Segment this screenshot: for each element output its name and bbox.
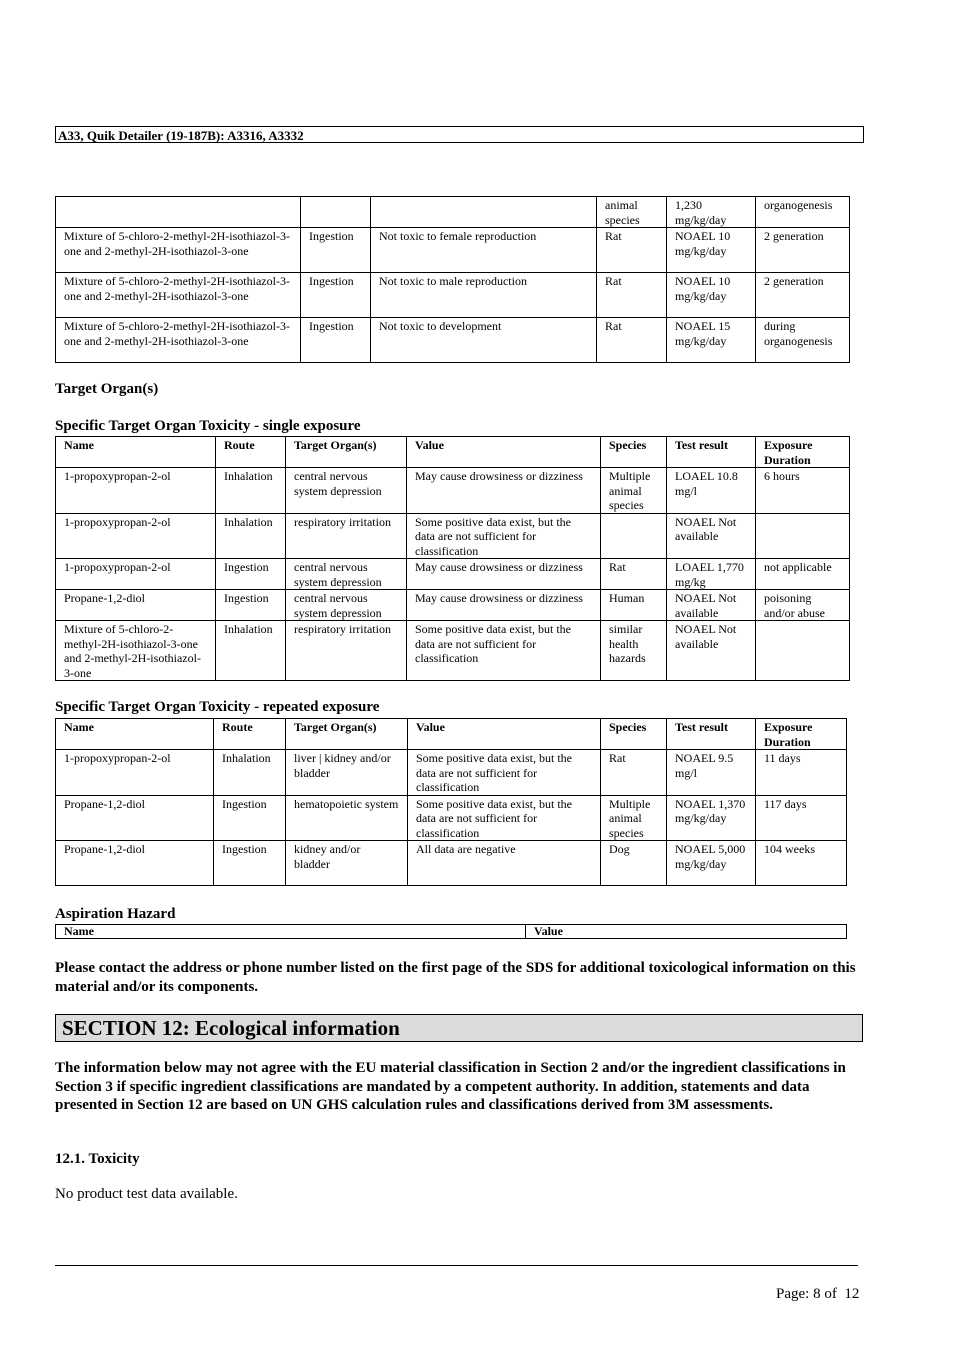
aspiration-heading: Aspiration Hazard [55, 906, 176, 922]
single-exposure-heading: Specific Target Organ Toxicity - single exposure [55, 418, 361, 434]
aspiration-col-value: Value [526, 925, 847, 939]
table-row [56, 559, 850, 590]
table-cell: respiratory irritation [286, 513, 407, 559]
table-row [56, 273, 850, 318]
toxicity-heading: 12.1. Toxicity [55, 1151, 140, 1167]
table-row [56, 621, 850, 681]
column-header: Species [601, 437, 667, 468]
document-header: A33, Quik Detailer (19-187B): A3316, A3332 [55, 126, 864, 143]
section-12-title: SECTION 12: Ecological information [55, 1014, 863, 1042]
table-cell: NOAEL 9.5 mg/l [667, 750, 756, 796]
table-cell: Ingestion [216, 590, 286, 621]
table-row [56, 750, 847, 796]
table-cell: Rat [597, 228, 667, 273]
column-header: Target Organ(s) [286, 719, 408, 750]
table-cell: NOAEL Not available [667, 513, 756, 559]
aspiration-table [55, 924, 847, 939]
footer-divider [55, 1265, 858, 1266]
column-header: Name [56, 719, 214, 750]
table-cell: NOAEL 1,370 mg/kg/day [667, 795, 756, 841]
table-cell: NOAEL 10 mg/kg/day [667, 273, 756, 318]
table-cell: Some positive data exist, but the data are not sufficient for classification [408, 750, 601, 796]
table-cell: kidney and/or bladder [286, 841, 408, 886]
table-cell [756, 513, 850, 559]
table-cell: not applicable [756, 559, 850, 590]
table-cell: Mixture of 5-chloro-2-methyl-2H-isothiazol-3-one and 2-methyl-2H-isothiazol-3-one [56, 621, 216, 681]
table-cell: similar health hazards [601, 621, 667, 681]
table-cell: All data are negative [408, 841, 601, 886]
table-cell: Some positive data exist, but the data are not sufficient for classification [407, 513, 601, 559]
table-cell: central nervous system depression [286, 559, 407, 590]
section-12-intro: The information below may not agree with the EU material classification in Section 2 and/or the ingredient classifications in Section 3 if specific ingredient classifications are mandated by a competent authority. In addition, statements and data presented in Section 12 are based on UN GHS calculation rules and classifications derived from 3M assessments. [55, 1060, 846, 1113]
column-header: Exposure Duration [756, 437, 850, 468]
table-cell: Ingestion [216, 559, 286, 590]
table-cell: NOAEL Not available [667, 590, 756, 621]
table-cell: organogenesis [756, 197, 850, 228]
table-cell: 1-propoxypropan-2-ol [56, 559, 216, 590]
table-cell: Ingestion [301, 318, 371, 363]
table-cell: Ingestion [301, 273, 371, 318]
table-cell: 6 hours [756, 468, 850, 514]
table-cell: Some positive data exist, but the data are not sufficient for classification [408, 795, 601, 841]
reproductive-toxicity-table [55, 196, 850, 363]
table-cell: respiratory irritation [286, 621, 407, 681]
table-row [56, 228, 850, 273]
table-cell [56, 197, 301, 228]
table-cell: Rat [601, 750, 667, 796]
single-exposure-table [55, 436, 850, 681]
table-cell: Ingestion [214, 795, 286, 841]
table-cell: Ingestion [214, 841, 286, 886]
table-cell: 1,230 mg/kg/day [667, 197, 756, 228]
table-row [56, 197, 850, 228]
table-row [56, 841, 847, 886]
target-organs-heading: Target Organ(s) [55, 381, 159, 397]
table-cell: Inhalation [216, 468, 286, 514]
table-cell: Multiple animal species [601, 795, 667, 841]
table-cell: Rat [597, 318, 667, 363]
table-cell: liver | kidney and/or bladder [286, 750, 408, 796]
column-header: Species [601, 719, 667, 750]
table-cell: Inhalation [216, 513, 286, 559]
repeated-exposure-table [55, 718, 847, 886]
table-cell: NOAEL 5,000 mg/kg/day [667, 841, 756, 886]
table-cell: Multiple animal species [601, 468, 667, 514]
table-cell: hematopoietic system [286, 795, 408, 841]
table-cell: 1-propoxypropan-2-ol [56, 513, 216, 559]
table-row [56, 468, 850, 514]
table-cell: Propane-1,2-diol [56, 590, 216, 621]
table-cell: Rat [597, 273, 667, 318]
table-cell: Not toxic to development [371, 318, 597, 363]
repeated-exposure-heading: Specific Target Organ Toxicity - repeated exposure [55, 699, 380, 715]
column-header: Test result [667, 437, 756, 468]
table-cell [601, 513, 667, 559]
table-cell [371, 197, 597, 228]
table-row [56, 513, 850, 559]
table-cell: Mixture of 5-chloro-2-methyl-2H-isothiazol-3-one and 2-methyl-2H-isothiazol-3-one [56, 318, 301, 363]
table-cell [756, 621, 850, 681]
table-cell: 1-propoxypropan-2-ol [56, 468, 216, 514]
column-header: Route [216, 437, 286, 468]
table-cell: Not toxic to female reproduction [371, 228, 597, 273]
table-cell: Inhalation [216, 621, 286, 681]
column-header: Target Organ(s) [286, 437, 407, 468]
table-cell: Ingestion [301, 228, 371, 273]
page-number: Page: 8 of 12 [776, 1286, 860, 1302]
table-cell: LOAEL 1,770 mg/kg [667, 559, 756, 590]
table-cell: Mixture of 5-chloro-2-methyl-2H-isothiazol-3-one and 2-methyl-2H-isothiazol-3-one [56, 273, 301, 318]
table-cell: NOAEL Not available [667, 621, 756, 681]
table-row [56, 318, 850, 363]
table-cell: Propane-1,2-diol [56, 841, 214, 886]
table-cell: 117 days [756, 795, 847, 841]
repeated-exposure-header-row [56, 719, 847, 750]
column-header: Value [407, 437, 601, 468]
table-cell: poisoning and/or abuse [756, 590, 850, 621]
table-cell: 2 generation [756, 228, 850, 273]
table-cell: Inhalation [214, 750, 286, 796]
table-cell: central nervous system depression [286, 468, 407, 514]
table-cell: central nervous system depression [286, 590, 407, 621]
table-cell: 2 generation [756, 273, 850, 318]
table-cell [301, 197, 371, 228]
column-header: Value [408, 719, 601, 750]
table-cell: Rat [601, 559, 667, 590]
table-cell: 1-propoxypropan-2-ol [56, 750, 214, 796]
aspiration-col-name: Name [56, 925, 526, 939]
column-header: Name [56, 437, 216, 468]
column-header: Test result [667, 719, 756, 750]
single-exposure-header-row [56, 437, 850, 468]
table-cell: Mixture of 5-chloro-2-methyl-2H-isothiazol-3-one and 2-methyl-2H-isothiazol-3-one [56, 228, 301, 273]
table-cell: Some positive data exist, but the data are not sufficient for classification [407, 621, 601, 681]
contact-note: Please contact the address or phone number listed on the first page of the SDS for additional toxicological information on this material and/or its components. [55, 960, 856, 995]
table-cell: LOAEL 10.8 mg/l [667, 468, 756, 514]
table-cell: 104 weeks [756, 841, 847, 886]
toxicity-text: No product test data available. [55, 1186, 238, 1202]
column-header: Route [214, 719, 286, 750]
table-cell: Dog [601, 841, 667, 886]
table-cell: animal species [597, 197, 667, 228]
table-cell: 11 days [756, 750, 847, 796]
table-cell: during organogenesis [756, 318, 850, 363]
table-cell: Not toxic to male reproduction [371, 273, 597, 318]
table-cell: May cause drowsiness or dizziness [407, 590, 601, 621]
table-row [56, 795, 847, 841]
table-cell: NOAEL 15 mg/kg/day [667, 318, 756, 363]
column-header: Exposure Duration [756, 719, 847, 750]
table-cell: May cause drowsiness or dizziness [407, 559, 601, 590]
table-cell: Propane-1,2-diol [56, 795, 214, 841]
table-row [56, 590, 850, 621]
table-cell: NOAEL 10 mg/kg/day [667, 228, 756, 273]
table-cell: May cause drowsiness or dizziness [407, 468, 601, 514]
table-cell: Human [601, 590, 667, 621]
